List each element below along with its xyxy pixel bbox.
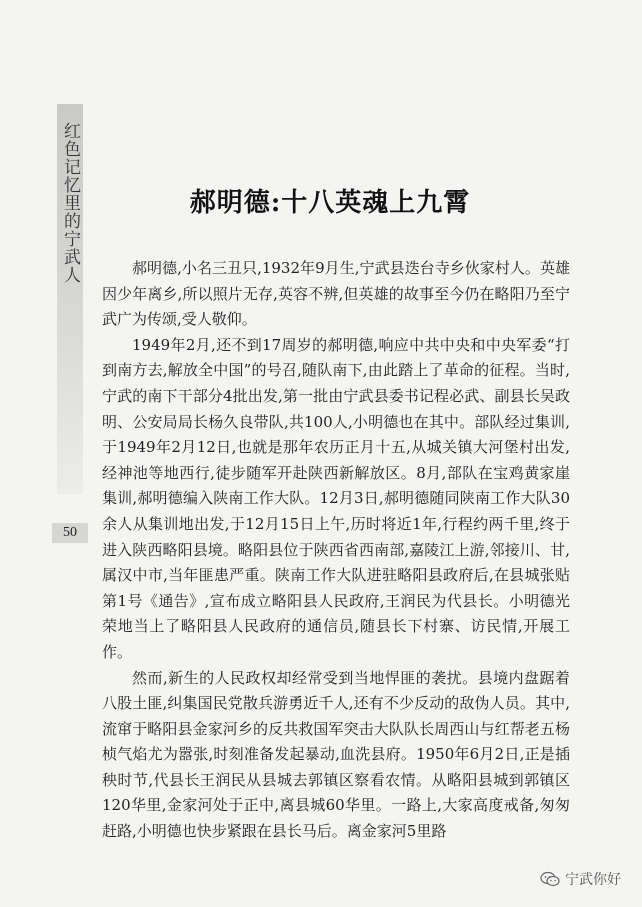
paragraph-3: 然而,新生的人民政权却经常受到当地悍匪的袭扰。县境内盘踞着八股土匪,纠集国民党散兵游勇近千人,还有不少反动的敌伪人员。其中,流窜于略阳县金家河乡的反共救国军突击大队队长周西山与红帮老五杨桢气焰尤为嚣张,时刻准备发起暴动,血洗县府。1950年6月2日,正是插秧时节,代县长王润民从县城去郭镇区察看农情。从略阳县城到郭镇区120华里,金家河处于正中,离县城60华里。一路上,大家高度戒备,匆匆赶路,小明德也快步紧跟在县长马后。离金家河5里路 [102, 668, 570, 841]
article-title: 郝明德:十八英魂上九霄 [189, 188, 471, 218]
paragraph-2: 1949年2月,还不到17周岁的郝明德,响应中共中央和中央军委“打到南方去,解放全中国”的号召,随队南下,由此踏上了革命的征程。当时,宁武的南下干部分4批出发,第一批由宁武县委书记程必武、副县长吴政明、公安局局长杨久良带队,共100人,小明德也在其中。部队经过集训,于1949年2月12日,也就是那年农历正月十五,从城关镇大河堡村出发,经神池等地西行,徒步随军开赴陕西新解放区。8月,部队在宝鸡黄家崖集训,郝明德编入陕南工作大队。12月3日,郝明德随同陕南工作大队30余人从集训地出发,于12月15日上午,历时将近1年,行程约两千里,终于进入陕西略阳县境。略阳县位于陕西省西南部,嘉陵江上游,邻接川、甘,属汉中市,当年匪患严重。陕南工作大队进驻略阳县政府后,在县城张贴第1号《通告》,宣布成立略阳县人民政府,王润民为代县长。小明德光荣地当上了略阳县人民政府的通信员,随县长下村寨、访民情,开展工作。 [102, 335, 570, 661]
wechat-watermark [540, 868, 621, 890]
page-number: 50 [52, 523, 88, 543]
article-body [102, 256, 570, 845]
paragraph-1: 郝明德,小名三丑只,1932年9月生,宁武县迭台寺乡伙家村人。英雄因少年离乡,所以照片无存,英容不辨,但英雄的故事至今仍在略阳乃至宁武广为传颂,受人敬仰。 [102, 259, 570, 329]
wechat-icon [540, 871, 560, 887]
watermark-text: 宁武你好 [565, 872, 621, 888]
book-side-title: 红色记忆里的宁武人 [60, 122, 80, 284]
